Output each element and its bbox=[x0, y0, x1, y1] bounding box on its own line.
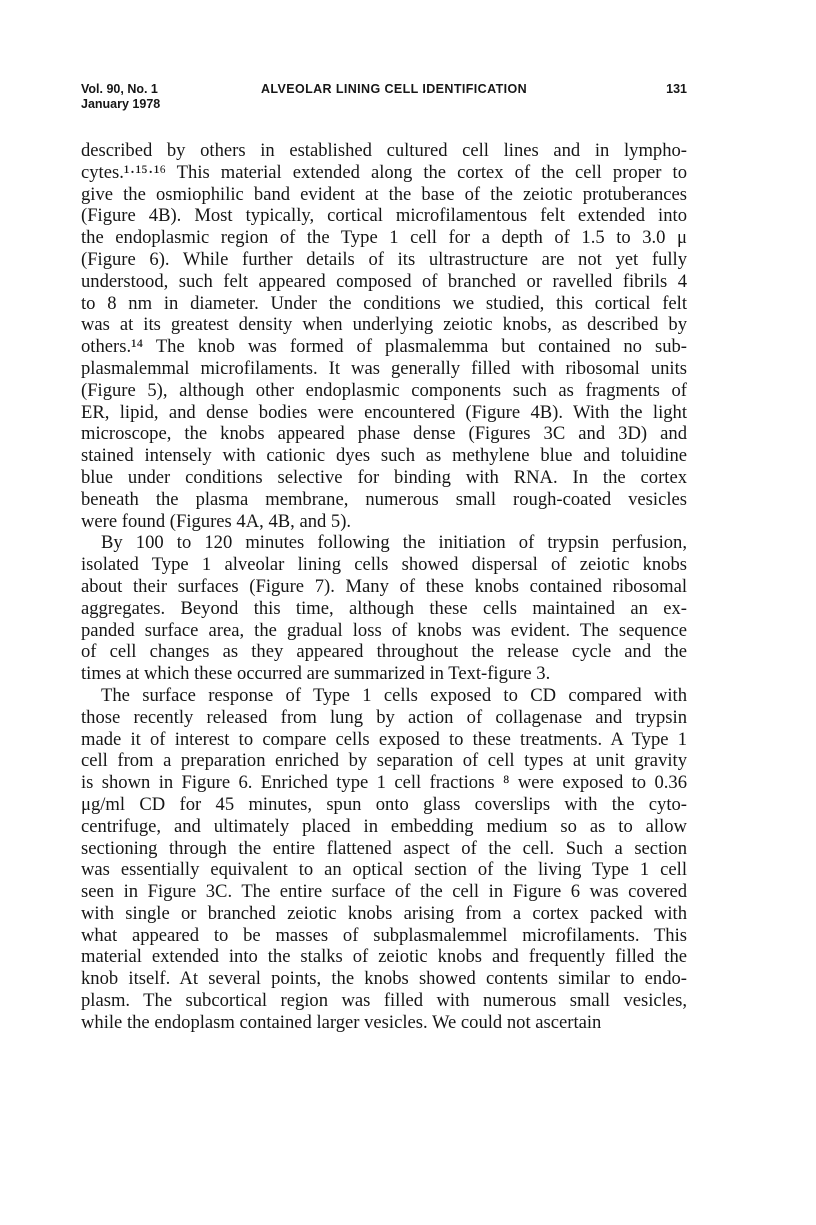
text-line: stained intensely with cationic dyes such as methylene blue and toluidine bbox=[81, 445, 687, 467]
text-line: ER, lipid, and dense bodies were encountered (Figure 4B). With the light bbox=[81, 401, 687, 423]
text-line: μg/ml CD for 45 minutes, spun onto glass coverslips with the cyto- bbox=[81, 793, 687, 815]
text-line: cell from a preparation enriched by separation of cell types at unit gravity bbox=[81, 750, 687, 772]
text-line: aggregates. Beyond this time, although these cells maintained an ex- bbox=[81, 597, 687, 619]
text-line: blue under conditions selective for binding with RNA. In the cortex bbox=[81, 466, 687, 488]
article-body bbox=[81, 140, 687, 1034]
volume-issue: Vol. 90, No. 1 bbox=[81, 82, 158, 96]
text-line: with single or branched zeiotic knobs arising from a cortex packed with bbox=[81, 902, 687, 924]
paragraph bbox=[81, 685, 687, 1034]
page-number: 131 bbox=[666, 82, 687, 96]
text-line: to 8 nm in diameter. Under the conditions we studied, this cortical felt bbox=[81, 292, 687, 314]
text-line: (Figure 5), although other endoplasmic components such as fragments of bbox=[81, 379, 687, 401]
text-line: knob itself. At several points, the knobs showed contents similar to endo- bbox=[81, 968, 687, 990]
text-line: is shown in Figure 6. Enriched type 1 cell fractions ⁸ were exposed to 0.36 bbox=[81, 772, 687, 794]
text-line: give the osmiophilic band evident at the base of the zeiotic protuberances bbox=[81, 183, 687, 205]
running-title: ALVEOLAR LINING CELL IDENTIFICATION bbox=[260, 82, 528, 96]
text-line: those recently released from lung by action of collagenase and trypsin bbox=[81, 706, 687, 728]
text-line: was essentially equivalent to an optical section of the living Type 1 cell bbox=[81, 859, 687, 881]
text-line: The surface response of Type 1 cells exposed to CD compared with bbox=[101, 684, 687, 706]
text-line: the endoplasmic region of the Type 1 cell for a depth of 1.5 to 3.0 μ bbox=[81, 227, 687, 249]
text-line: others.¹⁴ The knob was formed of plasmalemma but contained no sub- bbox=[81, 336, 687, 358]
text-line: microscope, the knobs appeared phase dense (Figures 3C and 3D) and bbox=[81, 423, 687, 445]
text-line: made it of interest to compare cells exposed to these treatments. A Type 1 bbox=[81, 728, 687, 750]
text-line: beneath the plasma membrane, numerous small rough-coated vesicles bbox=[81, 488, 687, 510]
issue-date: January 1978 bbox=[81, 97, 161, 111]
text-line: sectioning through the entire flattened aspect of the cell. Such a section bbox=[81, 837, 687, 859]
text-line: (Figure 6). While further details of its ultrastructure are not yet fully bbox=[81, 248, 687, 270]
text-line: understood, such felt appeared composed of branched or ravelled fibrils 4 bbox=[81, 270, 687, 292]
text-line: panded surface area, the gradual loss of knobs was evident. The sequence bbox=[81, 619, 687, 641]
text-line: while the endoplasm contained larger vesicles. We could not ascertain bbox=[81, 1011, 602, 1033]
text-line: plasm. The subcortical region was filled with numerous small vesicles, bbox=[81, 990, 687, 1012]
text-line: of cell changes as they appeared throughout the release cycle and the bbox=[81, 641, 687, 663]
text-line: plasmalemmal microfilaments. It was generally filled with ribosomal units bbox=[81, 357, 687, 379]
text-line: centrifuge, and ultimately placed in embedding medium so as to allow bbox=[81, 815, 687, 837]
text-line: about their surfaces (Figure 7). Many of these knobs contained ribosomal bbox=[81, 575, 687, 597]
text-line: described by others in established cultured cell lines and in lympho- bbox=[81, 140, 687, 161]
text-line: was at its greatest density when underlying zeiotic knobs, as described by bbox=[81, 314, 687, 336]
paragraph bbox=[81, 140, 687, 532]
text-line: By 100 to 120 minutes following the initiation of trypsin perfusion, bbox=[101, 532, 687, 554]
text-line: cytes.¹·¹⁵·¹⁶ This material extended along the cortex of the cell proper to bbox=[81, 161, 687, 183]
text-line: isolated Type 1 alveolar lining cells showed dispersal of zeiotic knobs bbox=[81, 554, 687, 576]
text-line: what appeared to be masses of subplasmalemmel microfilaments. This bbox=[81, 924, 687, 946]
text-line: were found (Figures 4A, 4B, and 5). bbox=[81, 510, 352, 532]
text-line: material extended into the stalks of zeiotic knobs and frequently filled the bbox=[81, 946, 687, 968]
paragraph bbox=[81, 532, 687, 685]
running-header bbox=[81, 82, 687, 116]
text-line: (Figure 4B). Most typically, cortical microfilamentous felt extended into bbox=[81, 205, 687, 227]
text-line: times at which these occurred are summarized in Text-figure 3. bbox=[81, 663, 551, 685]
text-line: seen in Figure 3C. The entire surface of the cell in Figure 6 was covered bbox=[81, 881, 687, 903]
